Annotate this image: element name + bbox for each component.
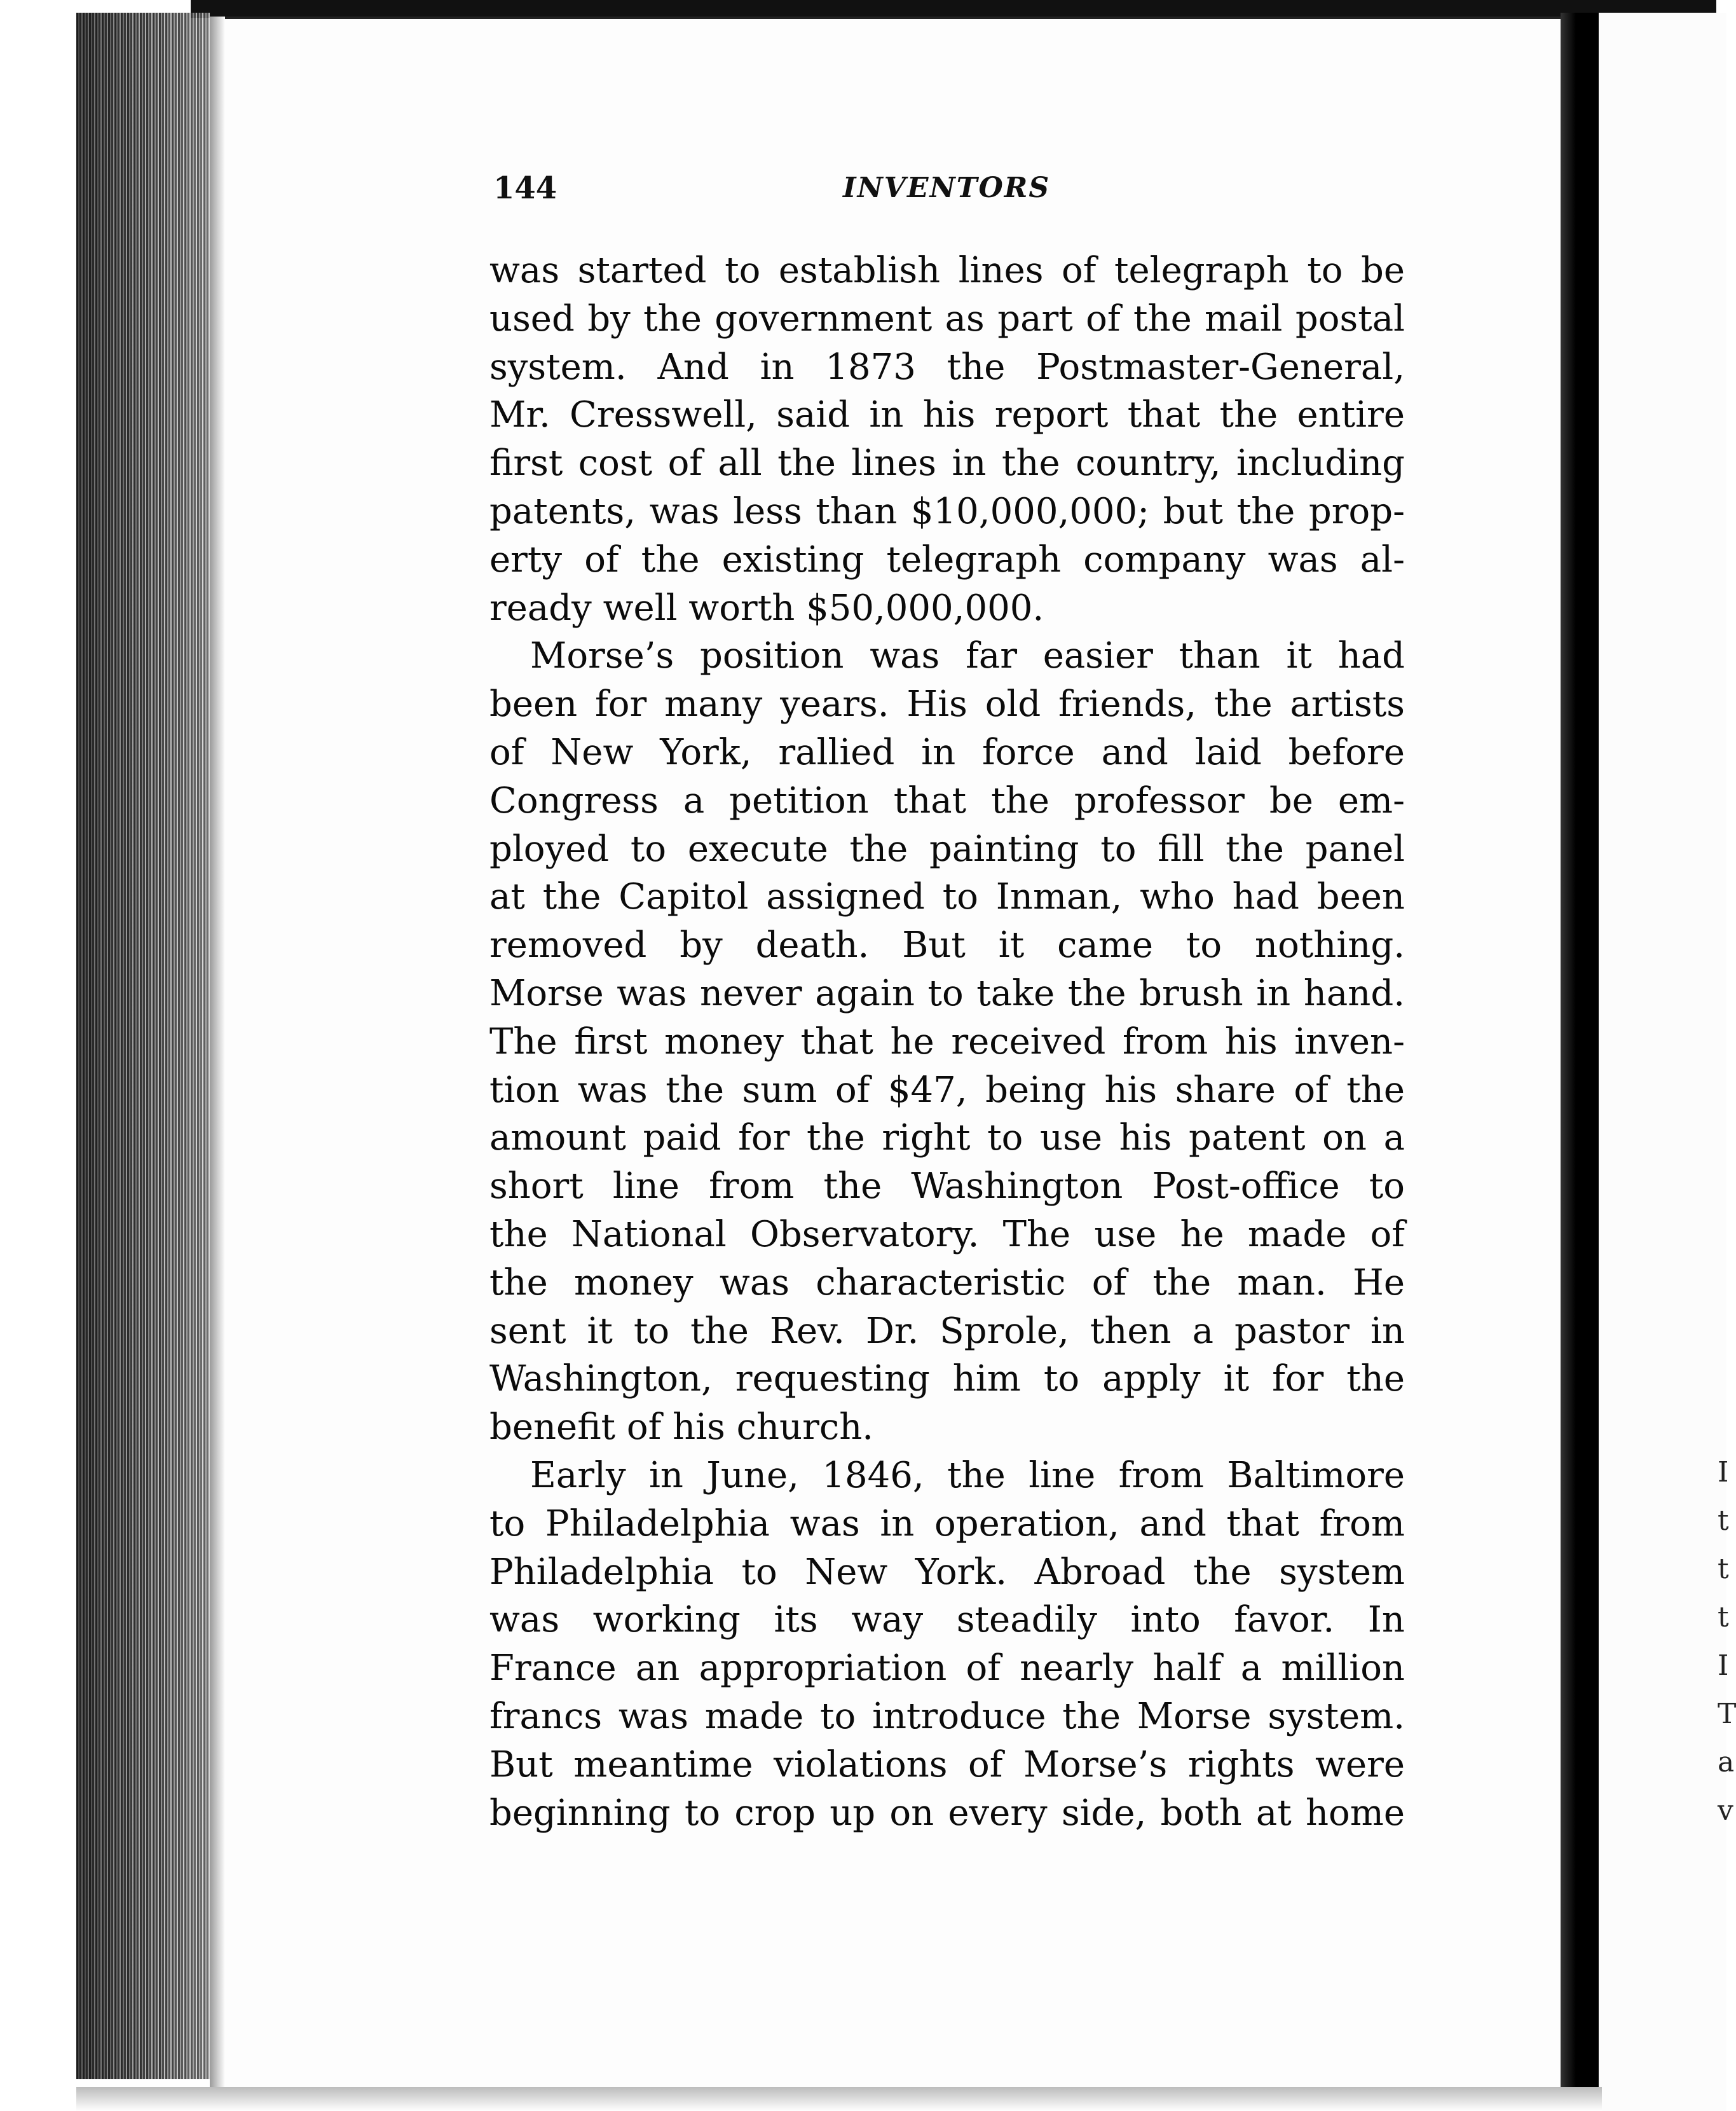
text-line: Morse was never again to take the brush in hand. [489,972,1405,1014]
text-line: first cost of all the lines in the country, including [489,443,1405,485]
running-head [493,170,1402,209]
text-line: of New York, rallied in force and laid before [489,731,1405,773]
facing-page-fragment: a [1718,1746,1735,1778]
text-line: patents, was less than $10,000,000; but the prop- [489,490,1405,532]
text-line: Early in June, 1846, the line from Baltimore [530,1454,1405,1496]
text-line: tion was the sum of $47, being his share of the [489,1069,1405,1111]
book-page-stack-shading [76,13,210,2079]
body-text [489,247,1405,1837]
text-line: Morse’s position was far easier than it had [530,635,1405,677]
text-line: at the Capitol assigned to Inman, who had been [489,876,1405,918]
text-line: been for many years. His old friends, the artists [489,684,1405,725]
text-line: was started to establish lines of telegraph to be [489,250,1405,291]
text-line: Congress a petition that the professor be em- [489,780,1405,822]
text-line: ready well worth $50,000,000. [489,587,1044,629]
text-line: erty of the existing telegraph company was al- [489,539,1405,581]
text-line: But meantime violations of Morse’s rights were [489,1743,1405,1785]
text-line: francs was made to introduce the Morse system. [489,1695,1405,1737]
facing-page-fragment: t [1718,1601,1729,1633]
text-line: France an appropriation of nearly half a million [489,1647,1405,1689]
facing-page-fragment: T [1718,1698,1736,1730]
page-edge-shadow [210,17,225,2091]
page-number: 144 [493,170,557,206]
text-line: sent it to the Rev. Dr. Sprole, then a pastor in [489,1310,1405,1352]
text-line: Mr. Cresswell, said in his report that the entire [489,394,1405,436]
text-line: removed by death. But it came to nothing. [489,925,1405,966]
facing-page-fragment: v [1718,1794,1733,1827]
facing-page-fragment: I [1718,1649,1729,1682]
facing-page-fragment: I [1718,1456,1729,1489]
text-line: ployed to execute the painting to fill the panel [489,828,1405,870]
running-title: INVENTORS [843,172,1051,204]
text-line: amount paid for the right to use his patent on a [489,1117,1405,1159]
facing-page [1599,13,1729,2111]
text-line: system. And in 1873 the Postmaster-General, [489,346,1405,388]
text-line: Philadelphia to New York. Abroad the system [489,1551,1405,1593]
book-gutter [1561,13,1599,2098]
text-line: The first money that he received from his inven- [489,1021,1405,1062]
book-bottom-edge [76,2087,1602,2111]
facing-page-fragment: t [1718,1553,1729,1585]
text-line: was working its way steadily into favor. In [489,1599,1405,1641]
book-top-edge [191,0,1716,18]
text-line: to Philadelphia was in operation, and that from [489,1502,1405,1544]
text-line: beginning to crop up on every side, both at home [489,1792,1405,1834]
text-line: benefit of his church. [489,1406,874,1448]
text-line: short line from the Washington Post-office to [489,1166,1405,1207]
text-line: Washington, requesting him to apply it for the [489,1358,1405,1400]
text-line: the National Observatory. The use he made of [489,1213,1405,1255]
facing-page-fragment: t [1718,1504,1729,1537]
text-line: the money was characteristic of the man. He [489,1262,1405,1303]
text-line: used by the government as part of the mail postal [489,298,1405,340]
